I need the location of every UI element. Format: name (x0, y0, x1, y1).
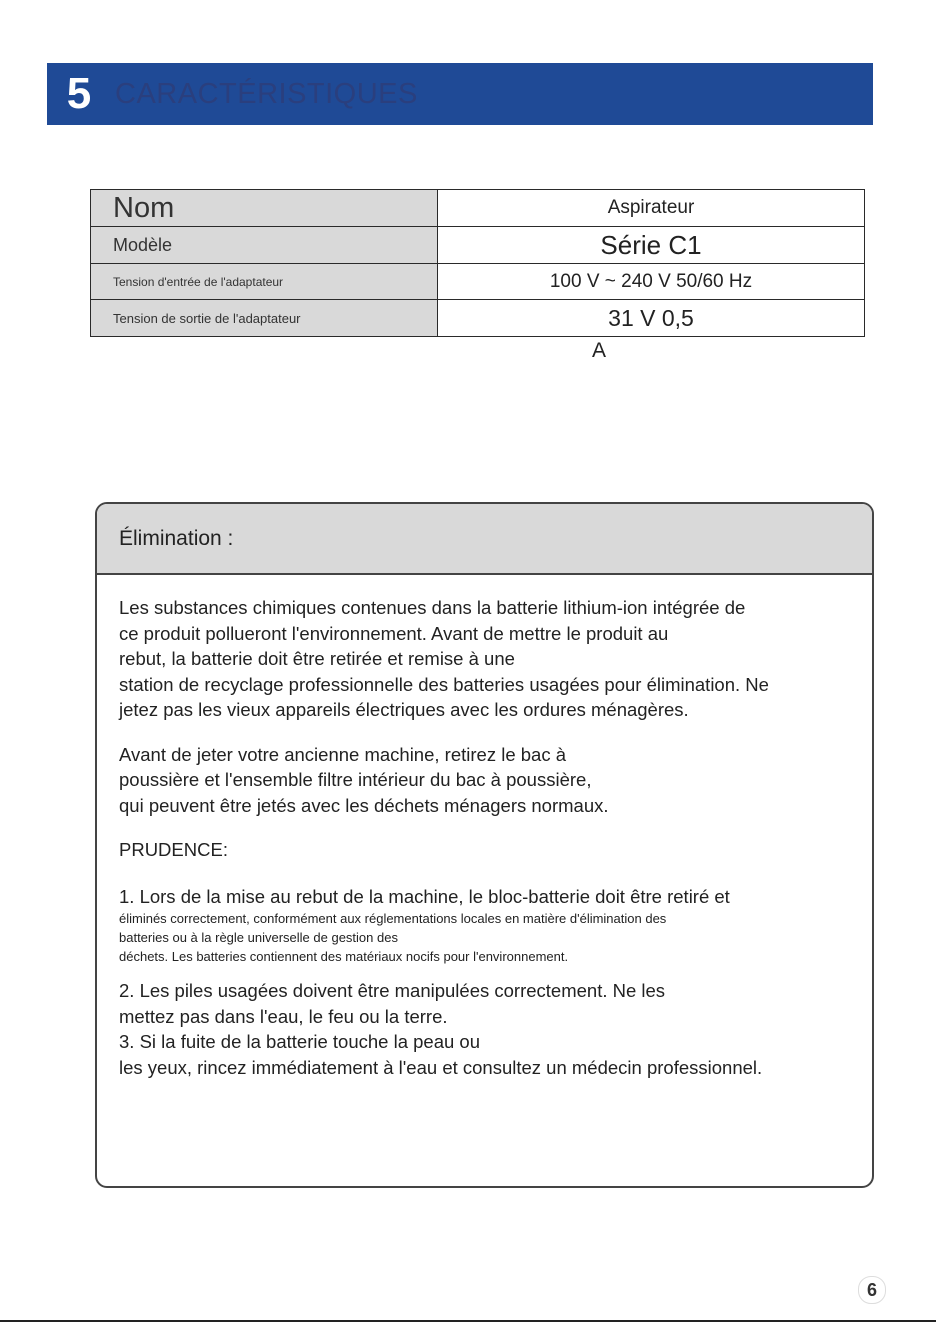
caution-item-1-lead: 1. Lors de la mise au rebut de la machine, le bloc-batterie doit être retiré et (119, 885, 730, 907)
text-line: éliminés correctement, conformément aux réglementations locales en matière d'élimination des (119, 911, 667, 926)
bottom-rule (0, 1320, 936, 1322)
disposal-paragraph-1 (119, 595, 850, 723)
spec-value-input-voltage: 100 V ~ 240 V 50/60 Hz (438, 264, 865, 300)
text-line: mettez pas dans l'eau, le feu ou la terre. (119, 1005, 448, 1027)
spec-table (90, 189, 865, 337)
page-number: 6 (858, 1276, 886, 1304)
text-line: les yeux, rincez immédiatement à l'eau et consultez un médecin professionnel. (119, 1056, 763, 1078)
text-line: Les substances chimiques contenues dans la batterie lithium-ion intégrée de (119, 597, 746, 618)
text-line: 3. Si la fuite de la batterie touche la peau ou (119, 1031, 481, 1052)
disposal-title: Élimination : (97, 504, 872, 575)
spec-value-output-unit: A (592, 339, 607, 362)
spec-row-model (91, 227, 865, 264)
section-title: CARACTÉRISTIQUES (115, 78, 418, 110)
spec-row-input-voltage (91, 264, 865, 300)
text-line: qui peuvent être jetés avec les déchets ménagers normaux. (119, 794, 609, 816)
caution-heading: PRUDENCE: (119, 839, 228, 860)
text-line: batteries ou à la règle universelle de gestion des (119, 930, 398, 945)
text-line: ce produit pollueront l'environnement. Avant de mettre le produit au (119, 622, 669, 644)
text-line: déchets. Les batteries contiennent des matériaux nocifs pour l'environnement. (119, 949, 569, 964)
text-line: station de recyclage professionnelle des batteries usagées pour élimination. Ne (119, 673, 769, 695)
caution-item-3 (119, 1029, 850, 1080)
section-header (47, 63, 873, 125)
spec-row-name (91, 190, 865, 227)
spec-label-output-voltage: Tension de sortie de l'adaptateur (91, 300, 438, 337)
spec-value-name: Aspirateur (438, 190, 865, 227)
spec-label-input-voltage: Tension d'entrée de l'adaptateur (91, 264, 438, 300)
spec-value-model: Série C1 (438, 227, 865, 264)
spec-label-model: Modèle (91, 227, 438, 264)
spec-label-name: Nom (91, 190, 438, 227)
spec-row-output-voltage (91, 300, 865, 337)
section-number: 5 (66, 69, 92, 118)
disposal-body (97, 575, 872, 1080)
text-line: 2. Les piles usagées doivent être manipulées correctement. Ne les (119, 980, 666, 1001)
disposal-box (95, 502, 874, 1188)
text-line: rebut, la batterie doit être retirée et remise à une (119, 648, 515, 669)
text-line: jetez pas les vieux appareils électriques avec les ordures ménagères. (119, 699, 689, 720)
text-line: poussière et l'ensemble filtre intérieur du bac à poussière, (119, 769, 592, 790)
spec-value-output-voltage: 31 V 0,5 (438, 300, 865, 337)
caution-item-1 (119, 884, 850, 967)
disposal-paragraph-2 (119, 742, 850, 819)
text-line: Avant de jeter votre ancienne machine, retirez le bac à (119, 743, 566, 765)
caution-item-2 (119, 978, 850, 1029)
